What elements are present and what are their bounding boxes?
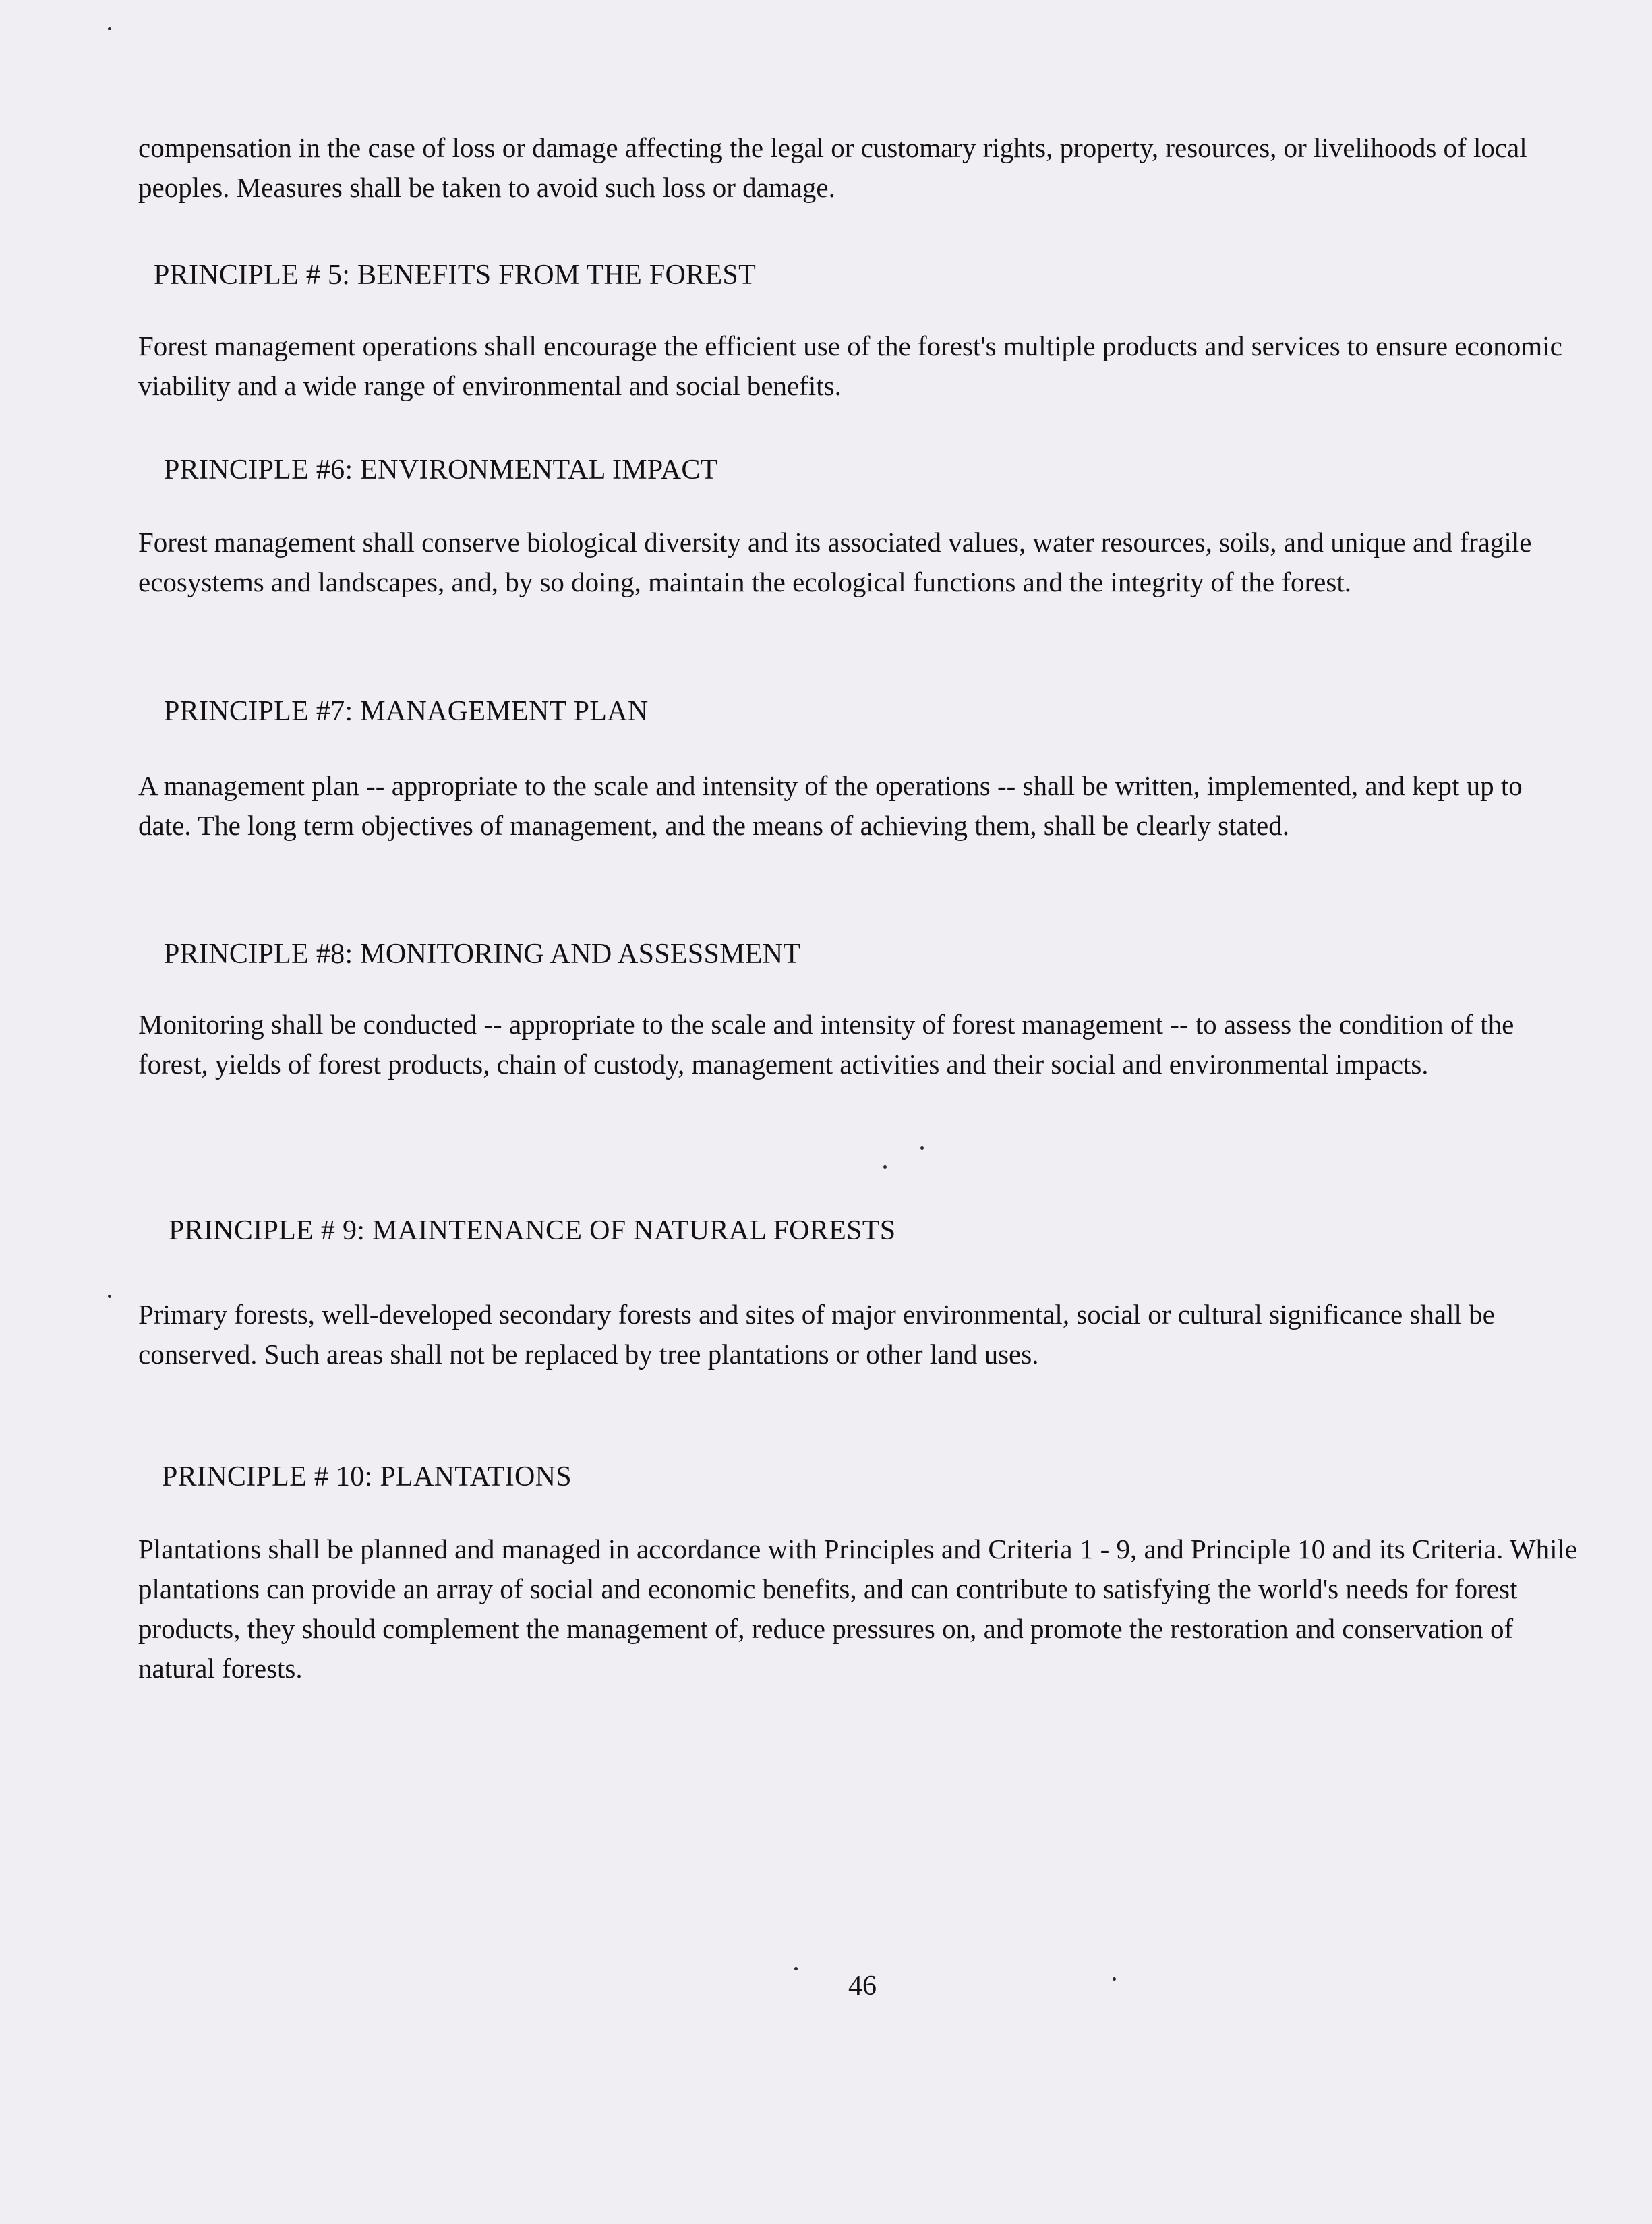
page-number: 46 bbox=[848, 1970, 877, 2001]
scan-speck bbox=[794, 1967, 798, 1970]
principle-9-body: Primary forests, well-developed secondary forests and sites of major environmental, social or cultural significance shall be conserved. Such areas shall not be replaced by tree plantations or other land uses. bbox=[138, 1299, 1495, 1370]
principle-5-heading: PRINCIPLE # 5: BENEFITS FROM THE FOREST bbox=[154, 260, 757, 291]
principle-6-body: Forest management shall conserve biological diversity and its associated values, water resources, soils, and unique and fragile ecosystems and landscapes, and, by so doing, maintain the ecological functions and the integrity of the forest. bbox=[138, 527, 1532, 597]
principle-9-heading: PRINCIPLE # 9: MAINTENANCE OF NATURAL FORESTS bbox=[169, 1215, 896, 1246]
principle-8-body: Monitoring shall be conducted -- appropriate to the scale and intensity of forest management -- to assess the condition of the forest, yields of forest products, chain of custody, management activities and their social and environmental impacts. bbox=[138, 1009, 1514, 1080]
intro-paragraph: compensation in the case of loss or damage affecting the legal or customary rights, property, resources, or livelihoods of local peoples. Measures shall be taken to avoid such loss or damage. bbox=[138, 132, 1527, 203]
scan-speck bbox=[883, 1165, 887, 1169]
scan-speck bbox=[920, 1146, 924, 1150]
principle-8-heading: PRINCIPLE #8: MONITORING AND ASSESSMENT bbox=[164, 939, 801, 970]
scan-speck bbox=[1113, 1977, 1116, 1981]
scan-speck bbox=[108, 1295, 111, 1298]
principle-10-heading: PRINCIPLE # 10: PLANTATIONS bbox=[162, 1461, 572, 1492]
scan-speck bbox=[108, 27, 111, 30]
principle-7-body: A management plan -- appropriate to the scale and intensity of the operations -- shall be written, implemented, and kept up to date. The long term objectives of management, and the means of achieving them, shall be clearly stated. bbox=[138, 770, 1523, 841]
principle-10-body: Plantations shall be planned and managed in accordance with Principles and Criteria 1 - 9, and Principle 10 and its Criteria. While plantations can provide an array of social and economic benefits, and can contribute to satisfying the world's needs for forest products, they should complement the management of, reduce pressures on, and promote the restoration and conservation of natural forests. bbox=[138, 1533, 1578, 1684]
principle-5-body: Forest management operations shall encourage the efficient use of the forest's multiple products and services to ensure economic viability and a wide range of environmental and social benefits. bbox=[138, 330, 1562, 401]
principle-6-heading: PRINCIPLE #6: ENVIRONMENTAL IMPACT bbox=[164, 455, 718, 486]
principle-7-heading: PRINCIPLE #7: MANAGEMENT PLAN bbox=[164, 696, 649, 727]
